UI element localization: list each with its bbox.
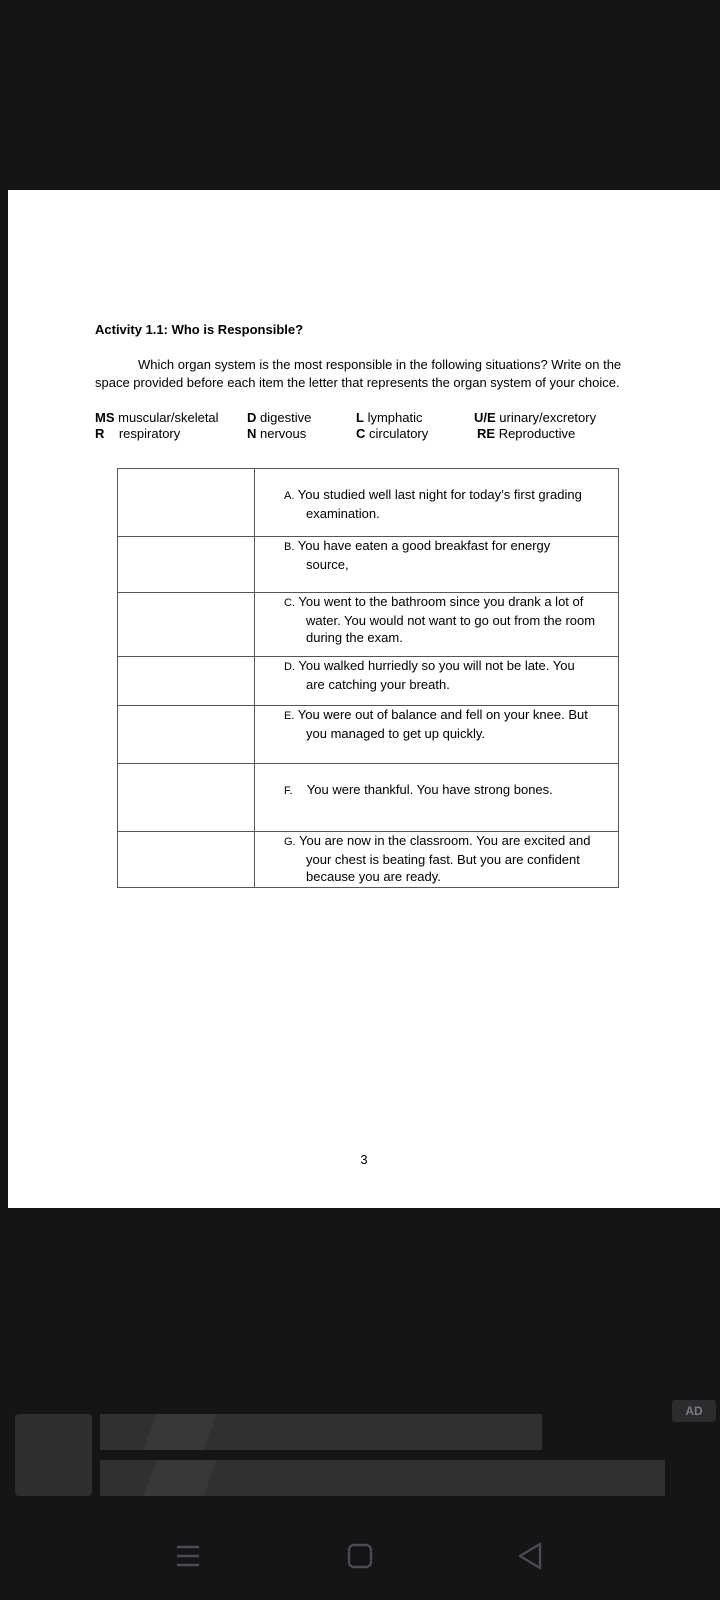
home-icon [347,1543,373,1569]
answer-blank[interactable] [118,832,255,888]
ad-image-placeholder[interactable] [15,1414,92,1496]
legend-item-re: RE Reproductive [477,426,576,441]
recents-button[interactable] [168,1538,208,1574]
question-item: C. You went to the bathroom since you drank a lot of water. You would not want to go out from the room during the exam. [255,593,619,657]
table-row [118,764,619,832]
answer-blank[interactable] [118,537,255,593]
ad-headline-placeholder[interactable] [100,1414,542,1450]
legend-item-l: L lymphatic [356,410,423,425]
table-row [118,469,619,537]
legend-column-4 [474,410,596,442]
answer-blank[interactable] [118,706,255,764]
question-table [117,468,619,888]
ad-badge: AD [672,1400,716,1422]
back-button[interactable] [510,1538,550,1574]
legend-item-r: R respiratory [95,426,181,441]
legend-item-c: C circulatory [356,426,429,441]
table-row [118,537,619,593]
answer-blank[interactable] [118,657,255,706]
recents-icon [175,1543,201,1569]
question-item: D. You walked hurriedly so you will not be late. You are catching your breath. [255,657,619,706]
instructions [95,356,639,392]
activity-title: Activity 1.1: Who is Responsible? [95,322,304,337]
answer-blank[interactable] [118,764,255,832]
legend-item-d: D digestive [247,410,312,425]
answer-blank[interactable] [118,593,255,657]
question-item: B. You have eaten a good breakfast for energy source, [255,537,619,593]
back-icon [516,1541,544,1571]
home-button[interactable] [340,1538,380,1574]
table-row [118,706,619,764]
page-number: 3 [360,1152,368,1167]
question-item: A. You studied well last night for today’s first grading examination. [255,469,619,537]
document-page [8,190,720,1208]
legend-item-ms: MS muscular/skeletal [95,410,219,425]
table-row [118,832,619,888]
question-item: F. You were thankful. You have strong bones. [255,764,619,832]
legend-column-3 [356,410,428,442]
answer-blank[interactable] [118,469,255,537]
legend-item-n: N nervous [247,426,307,441]
question-item: E. You were out of balance and fell on your knee. But you managed to get up quickly. [255,706,619,764]
legend-item-ue: U/E urinary/excretory [474,410,597,425]
table-row [118,657,619,706]
legend-column-2 [247,410,311,442]
instructions-text: Which organ system is the most responsible in the following situations? Write on the space provided before each item the letter that represents the organ system of your choice. [95,357,622,390]
question-item: G. You are now in the classroom. You are excited and your chest is beating fast. But you are confident because you are ready. [255,832,619,888]
legend-column-1 [95,410,219,442]
ad-body-placeholder[interactable] [100,1460,665,1496]
table-row [118,593,619,657]
